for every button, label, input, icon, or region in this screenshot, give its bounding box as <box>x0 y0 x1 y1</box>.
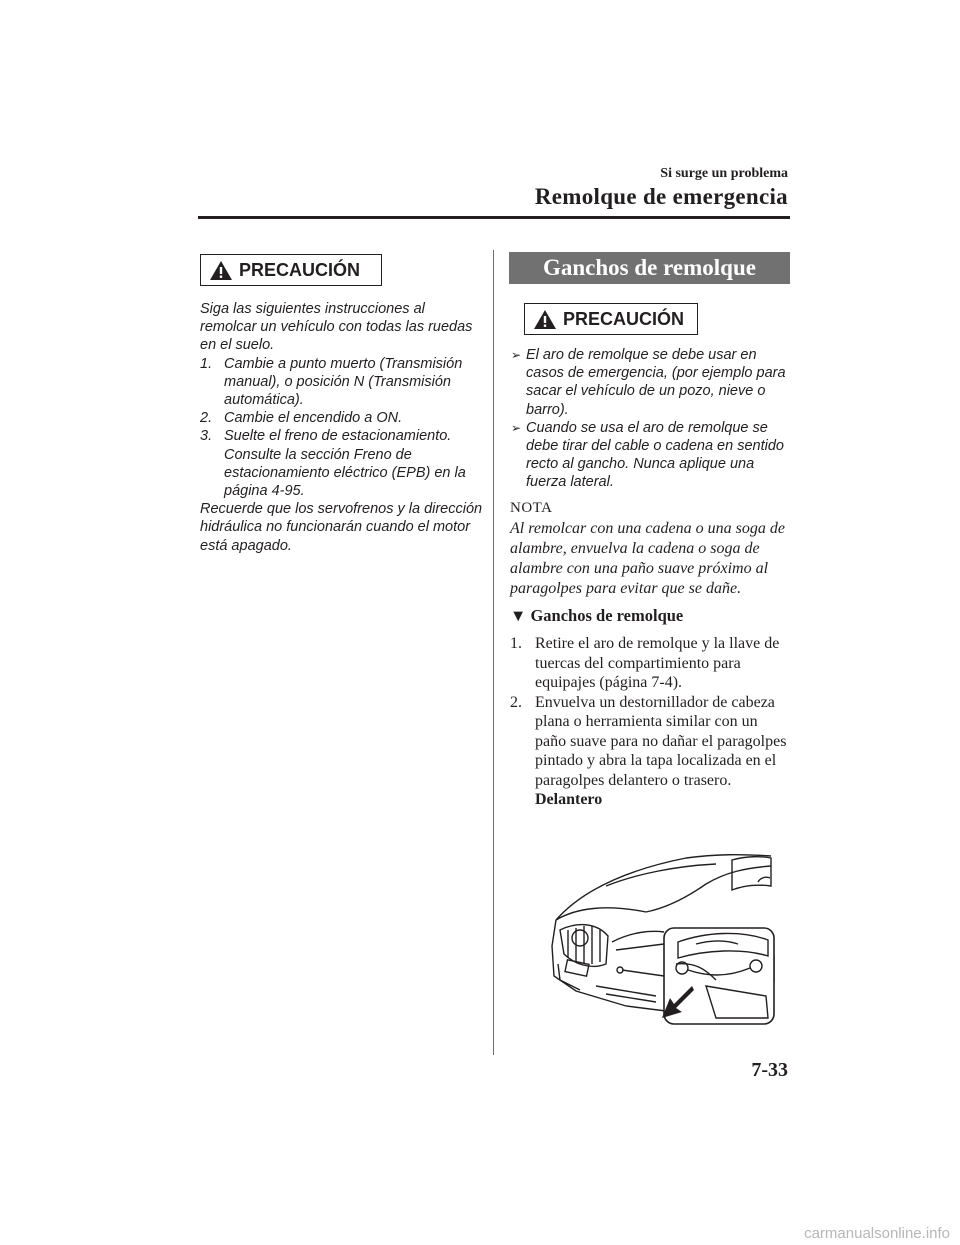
list-item-text: El aro de remolque se debe usar en casos de emergencia, (por ejemplo para sacar el vehículo de un pozo, nieve o barro). <box>526 347 786 418</box>
caution-closing: Recuerde que los servofrenos y la dirección hidráulica no funcionarán cuando el motor está apagado. <box>200 501 483 554</box>
caution-box-left <box>200 254 382 286</box>
numbered-item <box>200 355 485 410</box>
caution-bullet-list <box>511 346 791 492</box>
item-text: Cambie el encendido a ON. <box>224 410 403 427</box>
item-number: 1. <box>200 355 213 372</box>
subheading <box>510 606 683 626</box>
step-text: Envuelva un destornillador de cabeza plana o herramienta similar con un paño suave para no dañar el paragolpes pintado y abra la tapa localizada en el paragolpes delantero o trasero. <box>535 693 787 789</box>
item-number: 3. <box>200 428 213 445</box>
nota-text: Al remolcar con una cadena o una soga de alambre, envuelva la cadena o soga de alambre con una paño suave próximo al paragolpes para evitar que se dañe. <box>510 520 785 597</box>
step-text: Retire el aro de remolque y la llave de tuercas del compartimiento para equipajes (página 7-4). <box>535 635 780 691</box>
car-front-illustration <box>546 846 776 1028</box>
warning-triangle-icon <box>209 260 233 281</box>
caution-label: PRECAUCIÓN <box>563 308 685 329</box>
left-caution-content <box>200 300 485 555</box>
step-number: 2. <box>510 693 522 711</box>
subheading-text: Ganchos de remolque <box>530 606 684 625</box>
list-item <box>511 419 791 492</box>
chapter-label: Si surge un problema <box>660 166 788 181</box>
step-number: 1. <box>510 635 522 652</box>
step-item <box>510 693 792 810</box>
instruction-steps <box>510 634 792 810</box>
item-number: 2. <box>200 410 213 427</box>
caution-intro: Siga las siguientes instrucciones al remolcar un vehículo con todas las ruedas en el suelo. <box>200 301 473 354</box>
item-text: Cambie a punto muerto (Transmisión manual), o posición N (Transmisión automática). <box>224 355 463 409</box>
section-title: Remolque de emergencia <box>534 184 788 209</box>
list-item-text: Cuando se usa el aro de remolque se debe tirar del cable o cadena en sentido recto al gancho. Nunca aplique una fuerza lateral. <box>526 419 784 491</box>
nota-label: NOTA <box>510 500 553 516</box>
down-triangle-icon: ▼ <box>510 606 527 625</box>
numbered-item <box>200 427 485 500</box>
section-heading-bar: Ganchos de remolque <box>509 252 790 284</box>
step-item <box>510 634 792 693</box>
watermark: carmanualsonline.info <box>804 1225 950 1242</box>
item-text: Suelte el freno de estacionamiento. Consulte la sección Freno de estacionamiento eléctrico (EPB) en la página 4-95. <box>224 428 466 500</box>
header-rule <box>198 216 790 219</box>
list-item <box>511 346 791 419</box>
numbered-item <box>200 409 485 427</box>
caution-box-right <box>524 303 698 335</box>
page-number: 7-33 <box>751 1059 788 1081</box>
arrow-bullet-icon: ➢ <box>511 348 522 362</box>
caution-label: PRECAUCIÓN <box>239 259 361 280</box>
figure-label: Delantero <box>535 791 603 808</box>
arrow-bullet-icon: ➢ <box>511 420 522 435</box>
column-divider <box>493 250 494 1055</box>
warning-triangle-icon <box>533 309 557 330</box>
